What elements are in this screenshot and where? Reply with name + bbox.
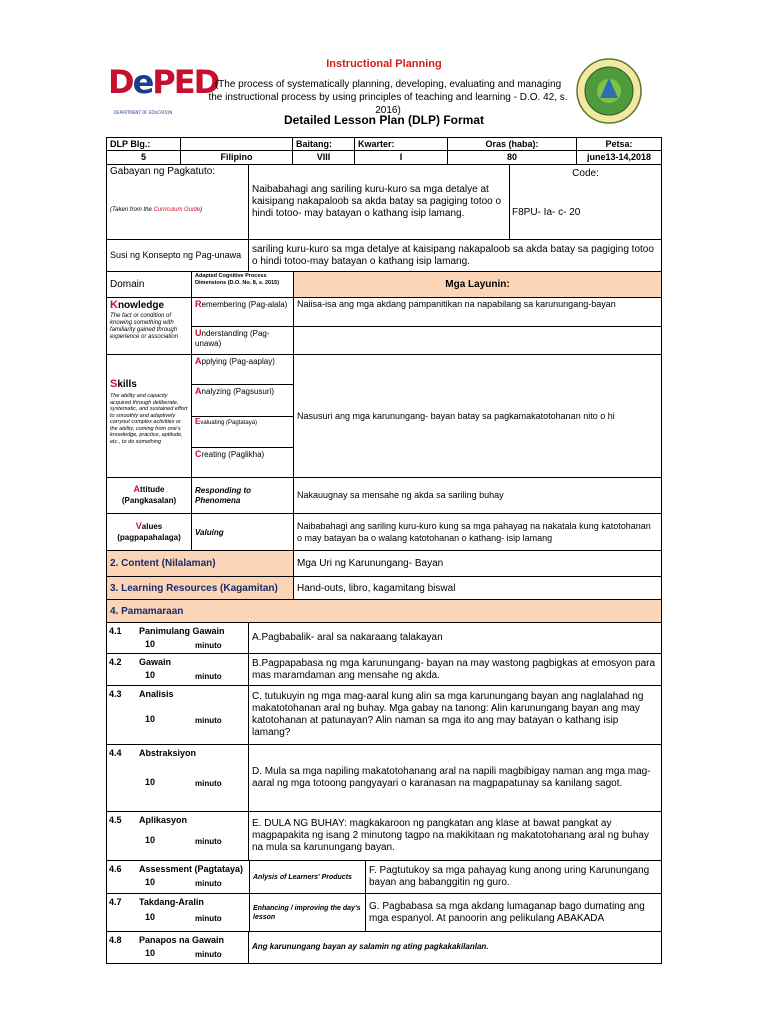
knowledge-cell [106,297,192,355]
step-minutes: 10 [145,639,156,649]
gabayan-label: Gabayan ng Pagkatuto: [110,166,216,177]
remembering-initial: R [195,299,202,309]
step-minuto-label: minuto [195,913,222,923]
step-text: A.Pagbabalik- aral sa nakaraang talakayan [248,622,662,654]
step-minuto-label: minuto [195,879,222,888]
logo-subtitle: DEPARTMENT OF EDUCATION [114,110,173,115]
step-text: D. Mula sa mga napiling makatotohanang aral na napili magbibigay naman ang mga mag-aaral ng mga totoong pangyayari o karanasan na magpapatunay sa kanilang sagot. [248,744,662,812]
kwarter-label: Kwarter: [354,137,448,151]
creating-initial: C [195,449,202,459]
values-objective: Naibabahagi ang sariling kuru-kuro kung sa mga pahayag na nakatala kung katotohanan o may batayan ba o walang katotohanan o kathang- isip lamang [293,513,662,551]
adapted-header: Adapted Cognitive Process Dimensions (D.O. No. 8, s. 2015) [191,271,294,298]
content-value: Mga Uri ng Karunungang- Bayan [293,550,662,577]
values-process: Valuing [191,513,294,551]
petsa-label: Petsa: [576,137,662,151]
understanding-cell [191,326,294,355]
skills-desc: The ability and capacity acquired through deliberate, systematic, and sustained effort to smoothly and adaptively carryout complex activities or the ability, coming from one's knowledge, practice, aptitude, etc., to do something [110,393,188,445]
attitude-objective: Nakauugnay sa mensahe ng akda sa sariling buhay [293,477,662,514]
oras-label: Oras (haba): [447,137,577,151]
header-description: (The process of systematically planning, developing, evaluating and managing the instructional process by using principles of teaching and learning - D.O. 42, s. 2016) [208,79,568,116]
skills-objective: Nasusuri ang mga karunungang- bayan batay sa pagkamakatotohanan nito o hi [293,354,662,478]
step-minutes: 10 [145,777,156,787]
curriculum-guide-link: Curriculum Guide [153,207,201,213]
attitude-process: Responding to Phenomena [191,477,294,514]
domain-header: Domain [106,271,192,298]
pamamaraan-header [106,599,662,623]
content-label: 2. Content (Nilalaman) [110,558,216,569]
attitude-label: ttitude [140,485,165,494]
attitude-sub: (Pangkasalan) [121,496,177,505]
code-label: Code: [572,168,599,179]
step-label-cell [106,893,250,932]
gabayan-label-cell [106,164,249,240]
applying-initial: A [195,356,202,366]
step-minuto-label: minuto [195,641,222,650]
resources-label: 3. Learning Resources (Kagamitan) [110,582,278,594]
step-name: Aplikasyon [139,815,188,825]
analyzing-label: nalyzing (Pagsusuri) [201,387,274,396]
step-evaluation-cell: Enhancing / improving the day's lesson [249,893,366,932]
oras-value: 80 [447,150,577,165]
step-minutes: 10 [145,835,156,845]
resources-label-cell [106,576,294,600]
remembering-cell [191,297,294,327]
step-name: Panimulang Gawain [139,626,225,636]
step-text: G. Pagbabasa sa mga akdang lumaganap bago dumating ang mga espanyol. At panoorin ang pelikulang ABAKADA [365,893,662,932]
step-label-cell [106,653,249,686]
evaluating-initial: E [195,417,201,426]
remembering-objective: Naiisa-isa ang mga akdang pampanitikan na napabilang sa karunungang-bayan [293,297,662,327]
analyzing-initial: A [195,386,202,396]
resources-value: Hand-outs, libro, kagamitang biswal [293,576,662,600]
creating-label: reating (Paglikha) [201,450,265,459]
baitang-value: VIII [292,150,355,165]
dlp-number: 5 [106,150,181,165]
code-value: F8PU- Ia- c- 20 [512,207,581,218]
step-number: 4.3 [109,689,122,699]
evaluating-cell [191,416,294,448]
gabayan-note-suffix: ) [200,207,203,213]
creating-cell [191,447,294,478]
header-title: Instructional Planning [326,58,442,70]
remembering-label: emembering (Pag-alala) [201,300,288,309]
subject: Filipino [180,150,293,165]
step-number: 4.1 [109,626,122,636]
step-minuto-label: minuto [195,672,222,681]
step-text: E. DULA NG BUHAY: magkakaroon ng pangkatan ang klase at bawat pangkat ay magpapakita ng isang 2 minutong tagpo na makikitaan ng makatotohanang aral ng buhay na mula sa karunungang bayan. [248,811,662,861]
step-number: 4.6 [109,864,122,874]
step-minutes: 10 [145,911,156,922]
step-minutes: 10 [145,714,156,724]
dlp-label: DLP Blg.: [106,137,181,151]
layunin-header: Mga Layunin: [293,271,662,298]
step-name: Abstraksiyon [139,748,197,758]
step-number: 4.2 [109,657,122,667]
evaluating-label: valuating (Pagtataya) [200,420,258,426]
knowledge-initial: K [110,299,118,311]
step-name: Panapos na Gawain [139,935,225,945]
susi-text: sariling kuru-kuro sa mga detalye at kaisipang nakapaloob sa akda batay sa pagiging totoo o hindi totoo-may batayan o kathang isip lamang. [248,239,662,272]
step-label-cell [106,811,249,861]
step-label-cell [106,744,249,812]
code-cell [509,164,662,240]
step-minuto-label: minuto [195,837,222,846]
step-minutes: 10 [145,948,156,958]
step-minutes: 10 [145,670,156,680]
understanding-objective [293,326,662,355]
step-label-cell [106,860,250,894]
values-cell [106,513,192,551]
content-label-cell [106,550,294,577]
applying-label: pplying (Pag-aaplay) [201,357,275,366]
step-name: Gawain [139,657,172,667]
skills-initial: S [110,378,118,390]
attitude-initial: A [133,484,141,494]
deped-logo: DePED DEPARTMENT OF EDUCATION [108,66,218,98]
gabayan-text: Naibabahagi ang sariling kuru-kuro sa mga detalye at kaisipang nakapaloob sa akda batay sa pagiging totoo o hindi totoo- may batayan o kathang isip lamang. [248,164,510,240]
step-text: Ang karunungang bayan ay salamin ng ating pagkakakilanlan. [248,931,662,964]
dlp-title: Detailed Lesson Plan (DLP) Format [283,113,485,127]
step-number: 4.4 [109,748,122,758]
skills-label: kills [117,379,137,390]
values-label: alues [141,522,163,531]
step-minuto-label: minuto [195,716,222,725]
step-text: C. tutukuyin ng mga mag-aaral kung alin sa mga karunungang bayan ang naglalahad ng makatotohanan aral ng buhay. Mga gabay na tanong: Alin karunungang bayan ang may katotohanan at patunayan? Alin naman sa mga ito ang may batayan o kathang isip lamang? [248,685,662,745]
step-label-cell [106,685,249,745]
dlp-label-blank [180,137,293,151]
knowledge-label: nowledge [117,300,165,311]
baitang-label: Baitang: [292,137,355,151]
step-evaluation-cell: Anlysis of Learners' Products [249,860,366,894]
understanding-initial: U [195,328,202,338]
step-name: Takdang-Aralin [139,897,204,907]
step-minutes: 10 [145,877,156,887]
pamamaraan-label: 4. Pamamaraan [110,605,184,617]
gabayan-note-prefix: (Taken from the [110,207,154,213]
attitude-cell [106,477,192,514]
kwarter-value: I [354,150,448,165]
step-minuto-label: minuto [195,779,222,788]
understanding-label: nderstanding (Pag-unawa) [195,329,270,348]
step-name: Assessment (Pagtataya) [139,864,244,874]
step-label-cell [106,622,249,654]
step-minuto-label: minuto [195,950,222,959]
susi-label: Susi ng Konsepto ng Pag-unawa [106,239,249,272]
skills-cell [106,354,192,478]
step-name: Analisis [139,689,174,699]
step-number: 4.5 [109,815,122,825]
values-sub: (pagpapahalaga) [117,533,181,542]
step-number: 4.7 [109,897,122,907]
applying-cell [191,354,294,385]
knowledge-desc: The fact or condition of knowing something with familiarity gained through experience or association [110,313,179,340]
step-text: F. Pagtutukoy sa mga pahayag kung anong uring Karunungang bayan ang babanggitin ng guro. [365,860,662,894]
petsa-value: june13-14,2018 [576,150,662,165]
step-number: 4.8 [109,935,122,945]
values-initial: V [135,521,142,531]
analyzing-cell [191,384,294,417]
step-text: B.Pagpapabasa ng mga karunungang- bayan na may wastong pagbigkas at emosyon para mas maramdaman ang mensahe ng akda. [248,653,662,686]
step-label-cell [106,931,249,964]
